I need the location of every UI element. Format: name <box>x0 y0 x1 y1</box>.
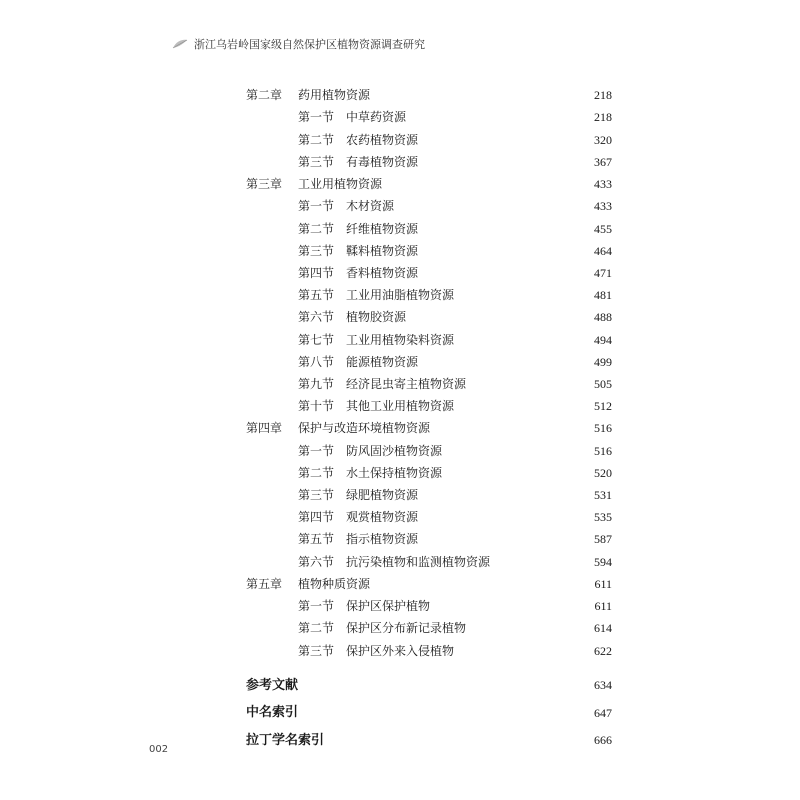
toc-entry-number: 第四章 <box>246 421 283 436</box>
toc-entry-title: 农药植物资源 <box>346 132 419 147</box>
toc-entry-title: 经济昆虫寄主植物资源 <box>346 376 467 391</box>
toc-entry-page: 505 <box>594 376 612 391</box>
toc-entry-label <box>298 378 466 390</box>
toc-section-row[interactable] <box>246 551 612 573</box>
toc-entry-number: 第七节 <box>298 332 335 347</box>
toc-spacer <box>246 662 612 672</box>
toc-entry-number: 第十节 <box>298 399 335 414</box>
toc-entry-title: 植物胶资源 <box>346 310 407 325</box>
toc-section-row[interactable] <box>246 195 612 217</box>
toc-entry-page: 614 <box>594 621 612 636</box>
toc-entry-title: 中草药资源 <box>346 110 407 125</box>
toc-entry-page: 516 <box>594 421 612 436</box>
toc-entry-page: 531 <box>594 488 612 503</box>
toc-entry-number: 第三节 <box>298 243 335 258</box>
toc-section-row[interactable] <box>246 373 612 395</box>
toc-entry-page: 587 <box>594 532 612 547</box>
toc-entry-title: 有毒植物资源 <box>346 154 419 169</box>
toc-entry-page: 218 <box>594 88 612 103</box>
toc-entry-label <box>246 89 370 101</box>
toc-entry-label <box>298 356 418 368</box>
toc-backmatter-title: 参考文献 <box>246 677 299 693</box>
toc-entry-number: 第一节 <box>298 599 335 614</box>
toc-section-row[interactable] <box>246 240 612 262</box>
toc-entry-label <box>298 645 454 657</box>
toc-entry-page: 488 <box>594 310 612 325</box>
toc-section-row[interactable] <box>246 262 612 284</box>
toc-entry-title: 保护区分布新记录植物 <box>346 621 467 636</box>
toc-backmatter-title: 中名索引 <box>246 705 299 721</box>
toc-entry-page: 494 <box>594 332 612 347</box>
toc-section-row[interactable] <box>246 440 612 462</box>
toc-entry-page: 611 <box>594 599 612 614</box>
toc-entry-page: 433 <box>594 177 612 192</box>
toc-entry-title: 鞣料植物资源 <box>346 243 419 258</box>
toc-entry-label <box>298 223 418 235</box>
toc-entry-title: 保护与改造环境植物资源 <box>298 421 431 436</box>
toc-section-row[interactable] <box>246 106 612 128</box>
toc-entry-title: 纤维植物资源 <box>346 221 419 236</box>
toc-entry-title: 工业用植物资源 <box>298 177 383 192</box>
toc-entry-label <box>298 533 418 545</box>
toc-entry-title: 其他工业用植物资源 <box>346 399 455 414</box>
toc-entry-page: 512 <box>594 399 612 414</box>
toc-entry-page: 520 <box>594 465 612 480</box>
toc-entry-number: 第二节 <box>298 221 335 236</box>
toc-entry-label <box>246 578 370 590</box>
toc-entry-number: 第三节 <box>298 643 335 658</box>
toc-entry-page: 622 <box>594 643 612 658</box>
toc-backmatter-row[interactable] <box>246 699 612 727</box>
toc-entry-number: 第四节 <box>298 510 335 525</box>
toc-entry-number: 第五节 <box>298 288 335 303</box>
toc-entry-title: 防风固沙植物资源 <box>346 443 443 458</box>
toc-entry-label <box>298 445 442 457</box>
toc-section-row[interactable] <box>246 506 612 528</box>
toc-entry-number: 第八节 <box>298 354 335 369</box>
running-header <box>172 36 425 52</box>
table-of-contents <box>246 84 612 754</box>
toc-backmatter-row[interactable] <box>246 672 612 700</box>
toc-entry-number: 第六节 <box>298 554 335 569</box>
toc-entry-title: 绿肥植物资源 <box>346 488 419 503</box>
toc-entry-label <box>246 422 430 434</box>
leaf-icon <box>172 39 188 49</box>
toc-backmatter-row[interactable] <box>246 727 612 755</box>
toc-section-row[interactable] <box>246 284 612 306</box>
toc-entry-title: 抗污染植物和监测植物资源 <box>346 554 491 569</box>
toc-entry-label <box>298 156 418 168</box>
toc-section-row[interactable] <box>246 151 612 173</box>
toc-entry-label <box>298 267 418 279</box>
toc-entry-page: 499 <box>594 354 612 369</box>
toc-entry-page: 320 <box>594 132 612 147</box>
toc-entry-page: 218 <box>594 110 612 125</box>
toc-entry-number: 第二节 <box>298 621 335 636</box>
toc-entry-title: 工业用植物染料资源 <box>346 332 455 347</box>
toc-section-row[interactable] <box>246 395 612 417</box>
toc-entry-number: 第五章 <box>246 576 283 591</box>
toc-chapter-row[interactable] <box>246 173 612 195</box>
toc-entry-title: 药用植物资源 <box>298 88 371 103</box>
toc-entry-label <box>298 311 406 323</box>
toc-entry-label <box>298 600 430 612</box>
toc-entry-title: 水土保持植物资源 <box>346 465 443 480</box>
toc-section-row[interactable] <box>246 595 612 617</box>
toc-entry-title: 指示植物资源 <box>346 532 419 547</box>
toc-entry-page: 433 <box>594 199 612 214</box>
toc-entry-title: 植物种质资源 <box>298 576 371 591</box>
toc-entry-number: 第二节 <box>298 132 335 147</box>
toc-entry-title: 观赏植物资源 <box>346 510 419 525</box>
toc-section-row[interactable] <box>246 462 612 484</box>
toc-entry-number: 第四节 <box>298 266 335 280</box>
toc-entry-page: 611 <box>594 576 612 591</box>
toc-entry-label <box>298 200 394 212</box>
toc-entry-number: 第六节 <box>298 310 335 325</box>
toc-entry-label <box>298 489 418 501</box>
toc-entry-page: 464 <box>594 243 612 258</box>
toc-entry-number: 第九节 <box>298 376 335 391</box>
toc-entry-page: 367 <box>594 154 612 169</box>
book-title: 浙江乌岩岭国家级自然保护区植物资源调查研究 <box>194 38 425 51</box>
toc-entry-label <box>298 245 418 257</box>
toc-section-row[interactable] <box>246 218 612 240</box>
toc-section-row[interactable] <box>246 328 612 350</box>
toc-entry-label <box>298 622 466 634</box>
toc-entry-title: 香料植物资源 <box>346 266 419 280</box>
toc-entry-label <box>298 511 418 523</box>
toc-entry-label <box>298 289 454 301</box>
toc-entry-label <box>298 556 490 568</box>
toc-entry-title: 保护区外来入侵植物 <box>346 643 455 658</box>
toc-entry-page: 455 <box>594 221 612 236</box>
toc-backmatter-title: 拉丁学名索引 <box>246 732 325 748</box>
page-number: 002 <box>149 744 169 755</box>
toc-chapter-row[interactable] <box>246 573 612 595</box>
toc-entry-number: 第三节 <box>298 488 335 503</box>
toc-entry-title: 工业用油脂植物资源 <box>346 288 455 303</box>
toc-backmatter-page: 634 <box>594 678 612 693</box>
toc-entry-page: 471 <box>594 266 612 280</box>
toc-section-row[interactable] <box>246 528 612 550</box>
toc-entry-label <box>298 111 406 123</box>
toc-chapter-row[interactable] <box>246 84 612 106</box>
toc-entry-title: 能源植物资源 <box>346 354 419 369</box>
toc-entry-page: 516 <box>594 443 612 458</box>
toc-entry-number: 第一节 <box>298 199 335 214</box>
toc-entry-number: 第三章 <box>246 177 283 192</box>
toc-section-row[interactable] <box>246 129 612 151</box>
toc-section-row[interactable] <box>246 351 612 373</box>
toc-entry-number: 第一节 <box>298 110 335 125</box>
toc-entry-label <box>246 178 382 190</box>
toc-entry-page: 481 <box>594 288 612 303</box>
toc-entry-label <box>298 467 442 479</box>
toc-entry-page: 535 <box>594 510 612 525</box>
toc-entry-label <box>298 134 418 146</box>
toc-section-row[interactable] <box>246 306 612 328</box>
toc-entry-number: 第五节 <box>298 532 335 547</box>
toc-section-row[interactable] <box>246 484 612 506</box>
toc-entry-title: 保护区保护植物 <box>346 599 431 614</box>
toc-entry-number: 第三节 <box>298 154 335 169</box>
toc-entry-label <box>298 334 454 346</box>
toc-section-row[interactable] <box>246 640 612 662</box>
toc-entry-title: 木材资源 <box>346 199 395 214</box>
toc-chapter-row[interactable] <box>246 417 612 439</box>
toc-entry-label <box>298 400 454 412</box>
toc-backmatter-page: 666 <box>594 733 612 748</box>
toc-entry-page: 594 <box>594 554 612 569</box>
toc-entry-number: 第一节 <box>298 443 335 458</box>
toc-section-row[interactable] <box>246 617 612 639</box>
toc-entry-number: 第二节 <box>298 465 335 480</box>
toc-entry-number: 第二章 <box>246 88 283 103</box>
toc-backmatter-page: 647 <box>594 705 612 720</box>
